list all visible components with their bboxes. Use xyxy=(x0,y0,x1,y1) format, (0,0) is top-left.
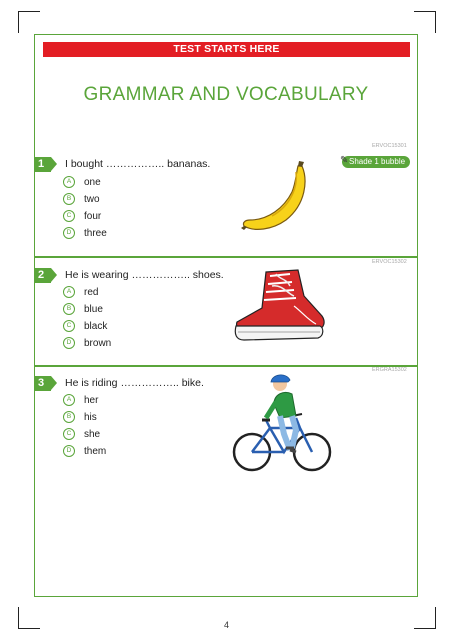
answer-option[interactable] xyxy=(63,337,111,349)
answer-bubble[interactable]: B xyxy=(63,303,75,315)
answer-option[interactable] xyxy=(63,227,107,239)
page-title: GRAMMAR AND VOCABULARY xyxy=(83,84,369,105)
option-label: one xyxy=(84,176,101,188)
question-number: 2 xyxy=(34,268,51,283)
option-label: two xyxy=(84,193,100,205)
answer-bubble[interactable]: A xyxy=(63,286,75,298)
option-label: his xyxy=(84,411,97,423)
answer-bubble[interactable]: A xyxy=(63,176,75,188)
answer-bubble[interactable]: B xyxy=(63,193,75,205)
red-sneaker-illustration xyxy=(232,266,328,348)
question-number: 1 xyxy=(34,157,51,172)
crop-mark xyxy=(435,11,436,33)
question-divider xyxy=(34,365,418,367)
page-frame xyxy=(34,34,418,597)
option-label: four xyxy=(84,210,102,222)
option-label: them xyxy=(84,445,107,457)
pencil-icon: ✎ xyxy=(340,155,349,166)
question-text: I bought …………….. bananas. xyxy=(65,158,211,170)
answer-option[interactable] xyxy=(63,176,101,188)
answer-bubble[interactable]: C xyxy=(63,210,75,222)
option-label: three xyxy=(84,227,107,239)
answer-option[interactable] xyxy=(63,286,98,298)
question-code: ERVOC15302 xyxy=(372,259,407,265)
shade-hint-badge xyxy=(342,156,410,168)
option-label: black xyxy=(84,320,108,332)
banana-illustration xyxy=(238,160,330,240)
question-code: ERVOC15301 xyxy=(372,143,407,149)
answer-option[interactable] xyxy=(63,193,100,205)
answer-option[interactable] xyxy=(63,394,98,406)
answer-option[interactable] xyxy=(63,445,106,457)
test-start-banner: TEST STARTS HERE xyxy=(43,42,410,57)
answer-option[interactable] xyxy=(63,428,100,440)
shade-hint-label: Shade 1 bubble xyxy=(349,157,406,166)
answer-bubble[interactable]: C xyxy=(63,320,75,332)
answer-option[interactable] xyxy=(63,210,101,222)
answer-option[interactable] xyxy=(63,320,107,332)
option-label: brown xyxy=(84,337,112,349)
option-label: red xyxy=(84,286,99,298)
option-label: she xyxy=(84,428,101,440)
option-label: blue xyxy=(84,303,103,315)
question-number: 3 xyxy=(34,376,51,391)
crop-mark xyxy=(18,11,19,33)
question-text: He is wearing …………….. shoes. xyxy=(65,269,224,281)
answer-option[interactable] xyxy=(63,411,97,423)
option-label: her xyxy=(84,394,99,406)
question-code: ERGRA15302 xyxy=(372,367,407,373)
answer-bubble[interactable]: B xyxy=(63,411,75,423)
answer-bubble[interactable]: C xyxy=(63,428,75,440)
crop-mark xyxy=(414,11,436,12)
boy-riding-bicycle-illustration xyxy=(230,372,334,478)
question-divider xyxy=(34,256,418,258)
page-number: 4 xyxy=(223,620,229,630)
question-text: He is riding …………….. bike. xyxy=(65,377,204,389)
answer-bubble[interactable]: D xyxy=(63,227,75,239)
answer-bubble[interactable]: D xyxy=(63,337,75,349)
answer-bubble[interactable]: D xyxy=(63,445,75,457)
crop-mark xyxy=(18,11,40,12)
answer-option[interactable] xyxy=(63,303,103,315)
answer-bubble[interactable]: A xyxy=(63,394,75,406)
